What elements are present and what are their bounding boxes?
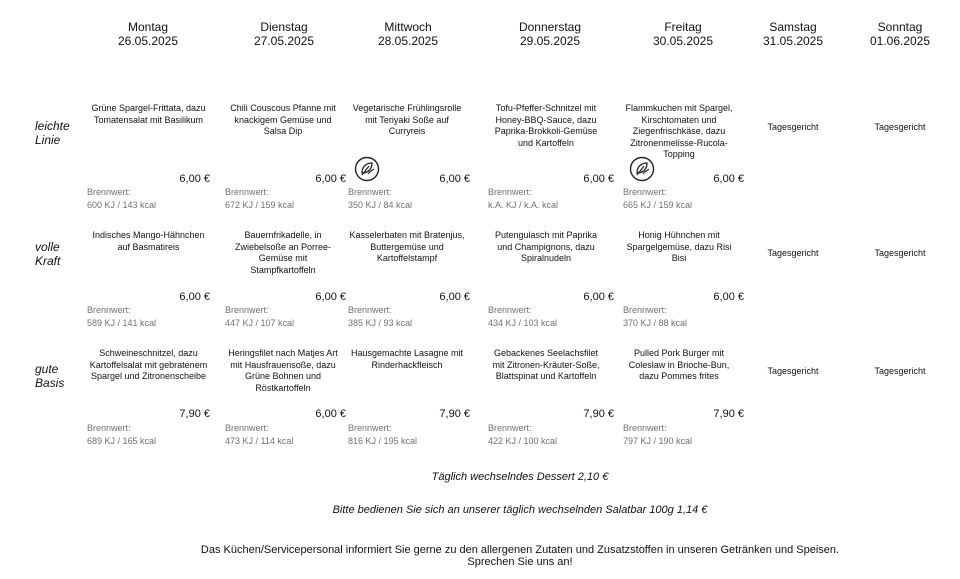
allergen-note (0, 544, 960, 568)
energy-value: k.A. KJ / k.A. kcal (488, 199, 559, 210)
dish-price: 7,90 € (583, 408, 614, 420)
allergen-note-line-1: Das Küchen/Servicepersonal informiert Sie gerne zu den allergenen Zutaten und Zusatzstoffen in unseren Getränken und Speisen. (200, 544, 840, 556)
dish-energy (623, 422, 692, 447)
daily-dish-saturday: Tagesgericht (767, 122, 819, 132)
menu-line-label (35, 119, 85, 147)
energy-value: 422 KJ / 100 kcal (488, 435, 558, 446)
dish-price: 7,90 € (439, 408, 470, 420)
dish-name: Grüne Spargel-Frittata, dazu Tomatensalat mit Basilikum (91, 103, 206, 125)
menu-line-label-word: volle (35, 240, 60, 254)
energy-value: 665 KJ / 159 kcal (623, 199, 693, 210)
energy-label: Brennwert: (87, 187, 131, 197)
daily-dish-sunday: Tagesgericht (874, 366, 926, 376)
day-name: Samstag (769, 20, 817, 34)
dish-energy (225, 422, 293, 447)
dish-price: 6,00 € (583, 173, 614, 185)
energy-value: 689 KJ / 165 kcal (87, 435, 157, 446)
energy-value: 600 KJ / 143 kcal (87, 199, 157, 210)
dish-cell (87, 0, 210, 579)
daily-dish-saturday: Tagesgericht (767, 366, 819, 376)
energy-value: 434 KJ / 103 kcal (488, 317, 558, 328)
daily-dish-sunday: Tagesgericht (874, 248, 926, 258)
day-date: 31.05.2025 (762, 34, 824, 48)
energy-value: 473 KJ / 114 kcal (225, 435, 294, 446)
allergen-note-line-2: Sprechen Sie uns an! (467, 556, 573, 568)
day-date: 26.05.2025 (117, 34, 179, 48)
dish-energy (87, 422, 156, 447)
dish-name: Honig Hühnchen mit Spargelgemüse, dazu Risi Bisi (626, 230, 732, 263)
dish-name: Pulled Pork Burger mit Coleslaw in Brioche-Bun, dazu Pommes frites (628, 348, 730, 381)
day-name: Dienstag (260, 20, 308, 34)
menu-line-label-word: leichte (35, 119, 70, 133)
dish-name: Tofu-Pfeffer-Schnitzel mit Honey-BBQ-Sauce, dazu Paprika-Brokkoli-Gemüse und Kartoffeln (494, 103, 598, 148)
dish-price: 6,00 € (713, 291, 744, 303)
dish-name: Hausgemachte Lasagne mit Rinderhackfleisch (350, 348, 464, 370)
dish-name: Vegetarische Frühlingsrolle mit Teriyaki Soße auf Curryreis (352, 103, 462, 136)
day-name: Sonntag (877, 20, 923, 34)
energy-value: 370 KJ / 88 kcal (623, 317, 688, 328)
dish-cell (488, 0, 614, 579)
menu-line-label (35, 240, 85, 268)
dish-price: 6,00 € (315, 408, 346, 420)
energy-label: Brennwert: (87, 423, 131, 433)
menu-line-label-word: Basis (35, 376, 65, 390)
day-date: 27.05.2025 (253, 34, 315, 48)
energy-label: Brennwert: (348, 187, 392, 197)
energy-label: Brennwert: (488, 305, 532, 315)
dish-name: Bauernfrikadelle, in Zwiebelsoße an Porree-Gemüse mit Stampfkartoffeln (234, 230, 332, 275)
energy-label: Brennwert: (623, 187, 667, 197)
energy-value: 816 KJ / 195 kcal (348, 435, 418, 446)
dish-cell (225, 0, 346, 579)
day-header-sonntag (850, 20, 950, 48)
menu-line-label (35, 362, 85, 390)
day-date: 28.05.2025 (377, 34, 439, 48)
energy-label: Brennwert: (225, 305, 269, 315)
salad-bar-note: Bitte bedienen Sie sich an unserer täglich wechselnden Salatbar 100g 1,14 € (332, 504, 708, 516)
dish-price: 7,90 € (179, 408, 210, 420)
energy-label: Brennwert: (623, 423, 667, 433)
energy-label: Brennwert: (225, 187, 269, 197)
dish-name: Schweineschnitzel, dazu Kartoffelsalat mit gebratenem Spargel und Zitronenscheibe (89, 348, 208, 381)
dish-energy (348, 422, 417, 447)
energy-label: Brennwert: (623, 305, 667, 315)
dish-name: Heringsfilet nach Matjes Art mit Hausfrauensoße, dazu Grüne Bohnen und Röstkartoffeln (228, 348, 338, 393)
day-name: Montag (127, 20, 169, 34)
menu-line-label-word: gute (35, 362, 59, 376)
day-date: 30.05.2025 (652, 34, 714, 48)
energy-label: Brennwert: (348, 423, 392, 433)
dish-price: 7,90 € (713, 408, 744, 420)
dish-name: Putengulasch mit Paprika und Champignons, dazu Spiralnudeln (494, 230, 598, 263)
dish-price: 6,00 € (713, 173, 744, 185)
dish-name: Gebackenes Seelachsfilet mit Zitronen-Kräuter-Soße, Blattspinat und Kartoffeln (492, 348, 600, 381)
energy-value: 385 KJ / 93 kcal (348, 317, 413, 328)
dish-price: 6,00 € (179, 291, 210, 303)
energy-value: 350 KJ / 84 kcal (348, 199, 413, 210)
day-name: Freitag (664, 20, 702, 34)
day-header-samstag (743, 20, 843, 48)
energy-value: 589 KJ / 141 kcal (87, 317, 157, 328)
day-name: Mittwoch (384, 20, 432, 34)
dish-price: 6,00 € (179, 173, 210, 185)
dish-price: 6,00 € (315, 291, 346, 303)
energy-label: Brennwert: (348, 305, 392, 315)
energy-label: Brennwert: (225, 423, 269, 433)
energy-value: 447 KJ / 107 kcal (225, 317, 295, 328)
dish-energy (488, 422, 557, 447)
daily-dish-saturday: Tagesgericht (767, 248, 819, 258)
daily-dish-sunday: Tagesgericht (874, 122, 926, 132)
dish-price: 6,00 € (439, 173, 470, 185)
day-date: 01.06.2025 (869, 34, 931, 48)
energy-label: Brennwert: (87, 305, 131, 315)
energy-value: 797 KJ / 190 kcal (623, 435, 693, 446)
dish-name: Kasselerbaten mit Bratenjus, Buttergemüse und Kartoffelstampf (349, 230, 465, 263)
dish-price: 6,00 € (583, 291, 614, 303)
dish-name: Flammkuchen mit Spargel, Kirschtomaten und Ziegenfrischkäse, dazu Zitronenmelisse-Rucola-Topping (625, 103, 733, 159)
energy-label: Brennwert: (488, 423, 532, 433)
dessert-note: Täglich wechselndes Dessert 2,10 € (431, 471, 609, 483)
menu-line-label-word: Linie (35, 133, 61, 147)
energy-label: Brennwert: (488, 187, 532, 197)
menu-line-label-word: Kraft (35, 254, 61, 268)
day-name: Donnerstag (518, 20, 582, 34)
dish-cell (623, 0, 744, 579)
dish-price: 6,00 € (315, 173, 346, 185)
dish-name: Chili Couscous Pfanne mit knackigem Gemüse und Salsa Dip (230, 103, 336, 136)
dish-cell (348, 0, 470, 579)
day-date: 29.05.2025 (519, 34, 581, 48)
energy-value: 672 KJ / 159 kcal (225, 199, 295, 210)
dish-price: 6,00 € (439, 291, 470, 303)
dish-name: Indisches Mango-Hähnchen auf Basmatireis (92, 230, 205, 252)
